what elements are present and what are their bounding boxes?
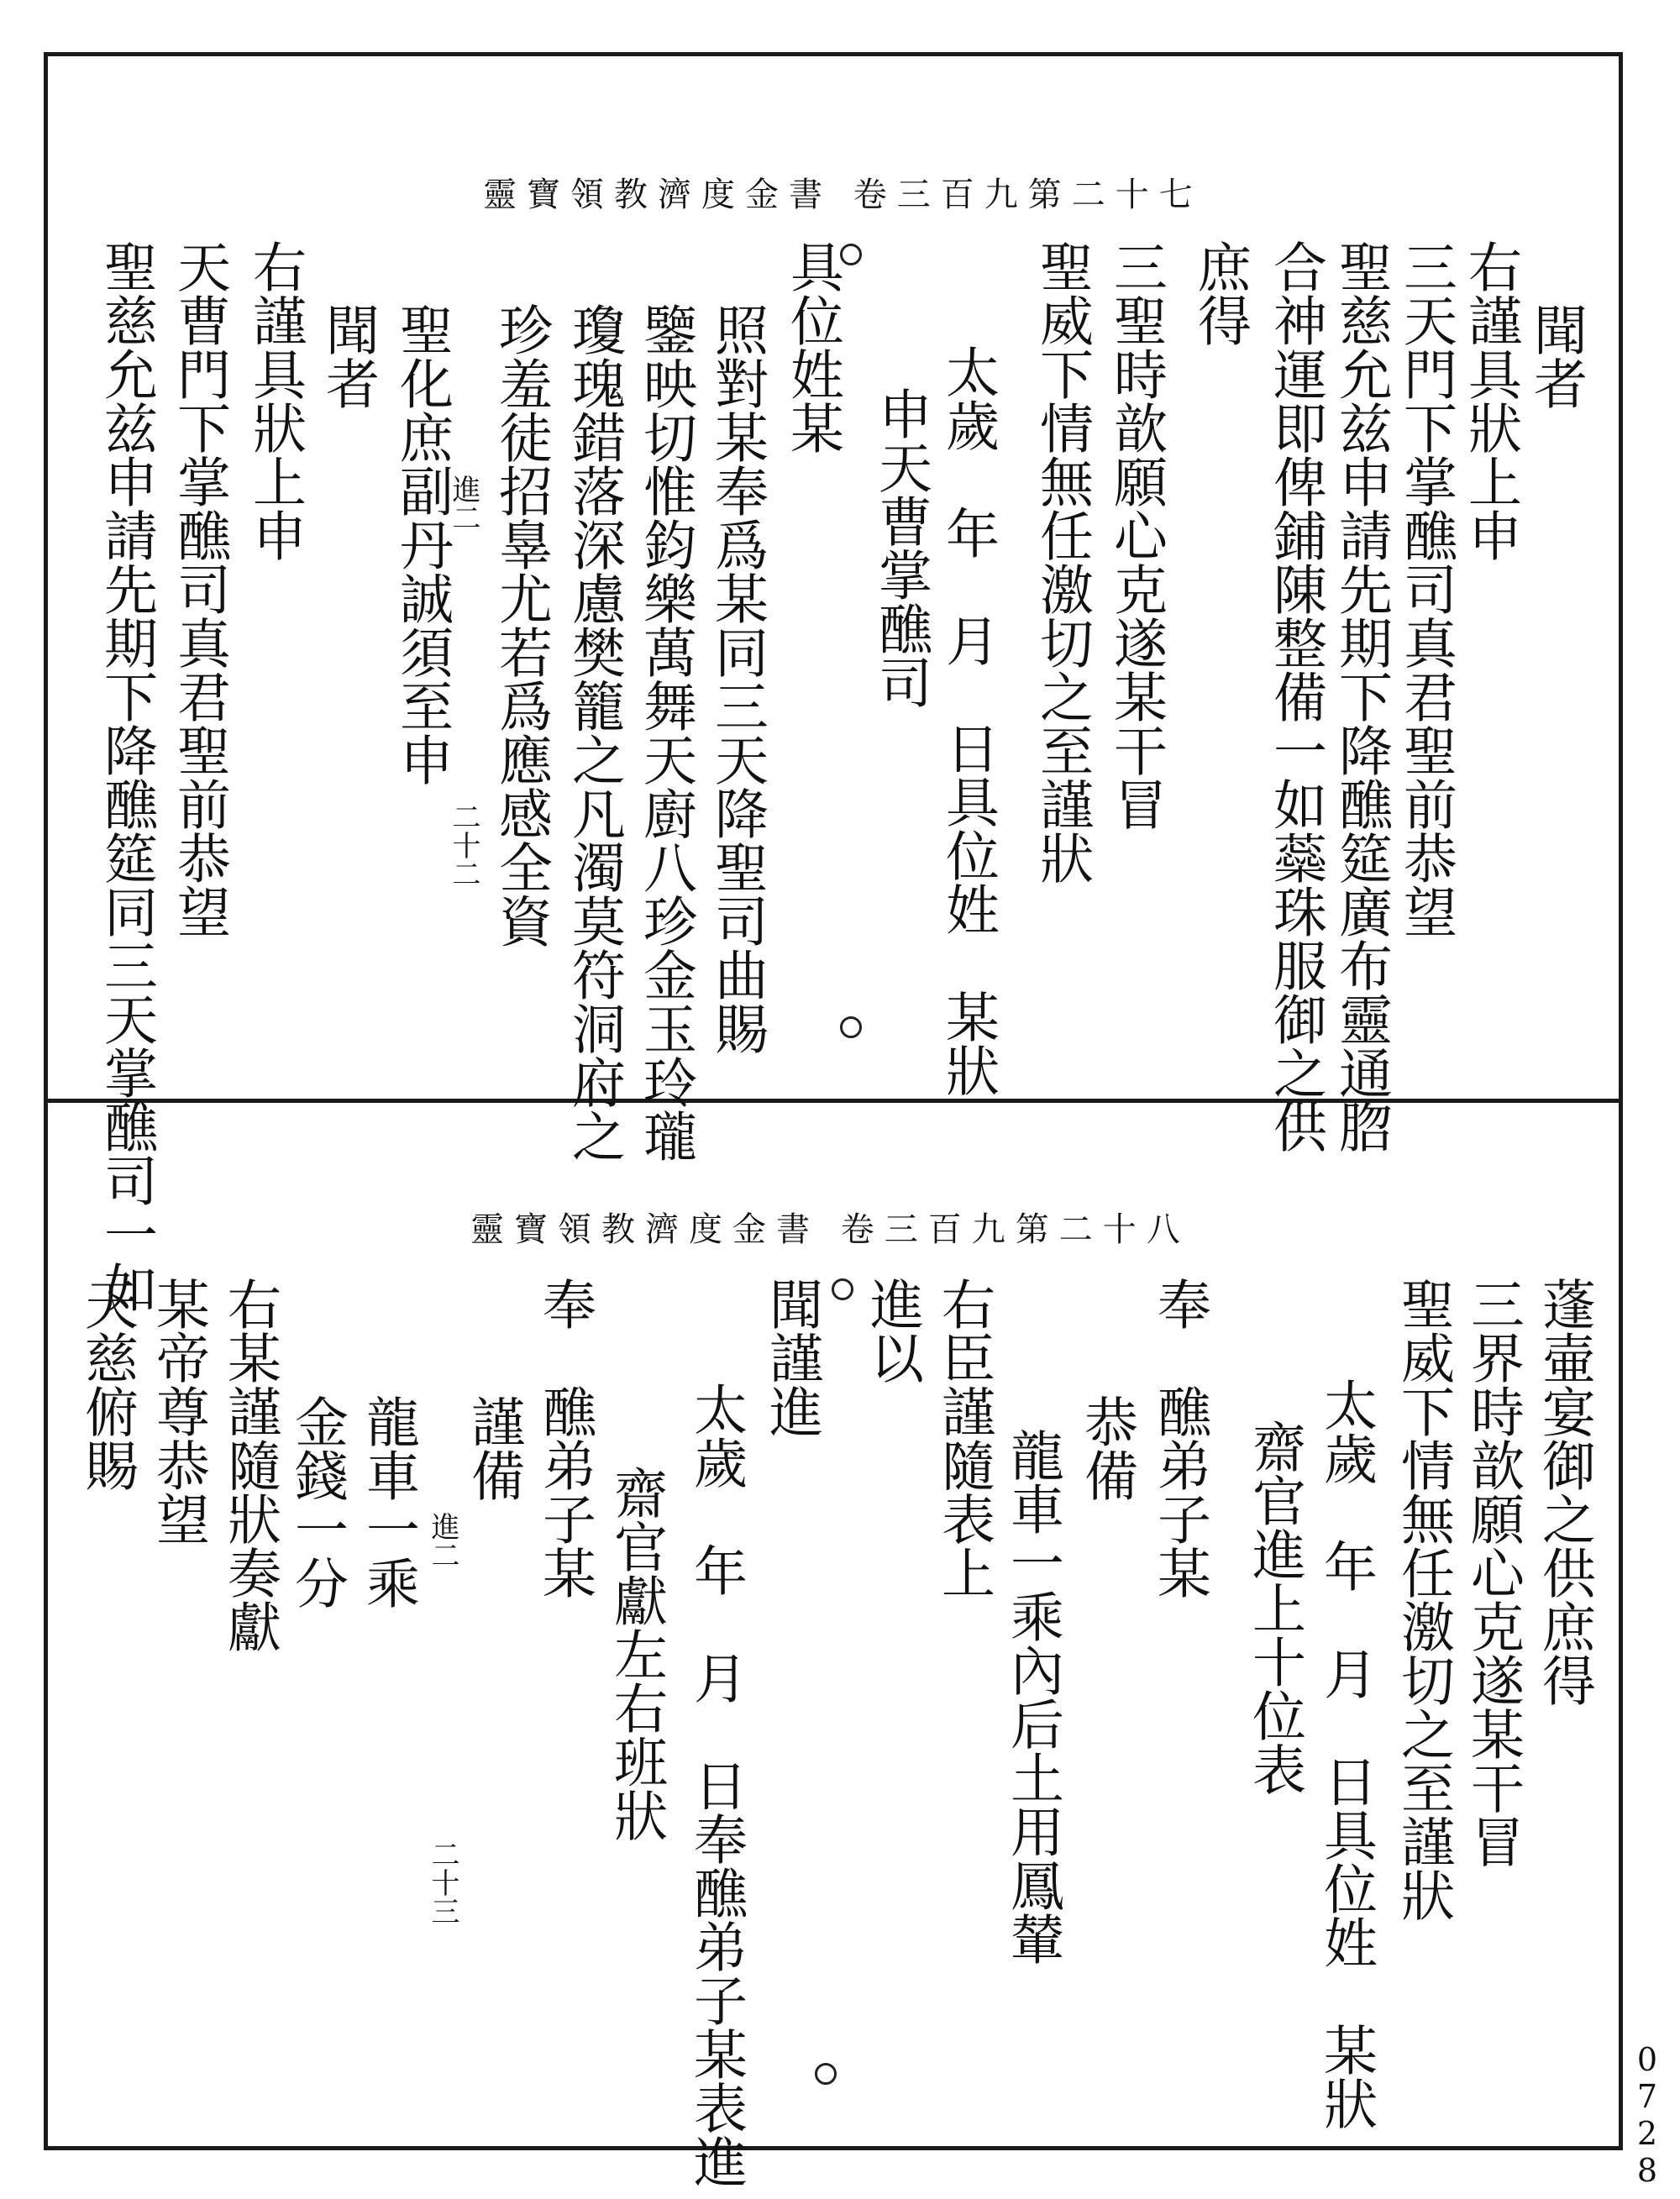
top-col-7: 三聖時歆願心克遂某干冒	[1105, 239, 1167, 831]
top-circle-mark-1	[840, 244, 862, 265]
bottom-margin-note: 進二	[426, 1512, 459, 1569]
top-col-16: 聖化庶副丹誠須至申	[391, 302, 453, 786]
top-folio: 二十二	[447, 802, 480, 888]
top-col-12: 照對某奉爲某同三天降聖司曲賜	[706, 302, 768, 1055]
bottom-header: 靈寶領教濟度金書 卷三百九第二十八	[470, 1210, 1190, 1249]
bottom-col-9: 右臣謹隨表上	[932, 1277, 995, 1599]
top-col-5: 合神運即俾鋪陳整備一如蘂珠服御之供	[1264, 239, 1326, 1153]
bottom-col-15: 謹備	[462, 1394, 524, 1502]
top-col-11: 具位姓某	[781, 239, 843, 454]
bottom-col-20: 天慈俯賜	[76, 1277, 138, 1492]
bottom-col-1: 蓬壷宴御之供庶得	[1533, 1277, 1595, 1707]
top-margin-note: 進二	[447, 475, 480, 532]
bottom-col-8: 龍車一乘內后土用鳳輦	[1001, 1428, 1063, 1965]
bottom-col-14: 奉 醮弟子某	[533, 1277, 596, 1599]
top-col-14: 瓊瑰錯落深慮樊籠之凡濁莫符洞府之	[563, 302, 625, 1162]
top-header: 靈寶領教濟度金書 卷三百九第二十七	[483, 176, 1203, 214]
bottom-col-13: 齋官獻左右班狀	[605, 1466, 667, 1842]
bottom-col-18: 右某謹隨狀奏獻	[218, 1277, 281, 1653]
bottom-col-3: 聖威下情無任激切之至謹狀	[1392, 1277, 1454, 1922]
bottom-col-12: 太歲 年 月 日奉醮弟子某表進	[685, 1382, 747, 2188]
top-col-18: 右謹具狀上申	[244, 239, 306, 562]
top-col-9: 太歲 年 月 日具位姓 某狀	[937, 344, 999, 1097]
top-col-6: 庶得	[1189, 239, 1251, 347]
bottom-col-19: 某帝尊恭望	[147, 1277, 209, 1546]
top-col-19: 天曹門下掌醮司真君聖前恭望	[168, 239, 230, 938]
top-col-4: 聖慈允兹申請先期下降醮筵廣布靈通脗	[1330, 239, 1392, 1153]
bottom-col-4: 太歲 年 月 日具位姓 某狀	[1315, 1378, 1377, 2130]
bottom-col-10: 進以	[861, 1277, 923, 1384]
bottom-col-5: 齋官進上十位表	[1243, 1420, 1305, 1796]
bottom-col-17: 金錢一分	[286, 1394, 348, 1609]
top-col-10: 申天曹掌醮司	[869, 386, 932, 709]
bottom-folio: 二十三	[426, 1839, 459, 1925]
top-col-17: 聞者	[317, 302, 379, 410]
top-col-2: 右謹具狀上申	[1459, 239, 1521, 562]
top-col-15: 珍羞徒招辠尤若爲應感全資	[490, 302, 552, 947]
top-col-3: 三天門下掌醮司真君聖前恭望	[1394, 239, 1457, 938]
page-number: 0728	[1629, 2041, 1666, 2189]
top-col-13: 鑒映切惟鈞樂萬舞天廚八珍金玉玲瓏	[634, 302, 696, 1162]
top-col-1: 聞者	[1525, 302, 1587, 410]
bottom-circle-mark-2	[815, 2063, 837, 2085]
bottom-circle-mark-1	[832, 1278, 853, 1300]
top-circle-mark-2	[840, 1016, 862, 1038]
bottom-col-6: 奉 醮弟子某	[1148, 1277, 1210, 1599]
bottom-col-11: 聞謹進	[760, 1277, 822, 1438]
bottom-col-7: 恭備	[1075, 1394, 1137, 1502]
top-col-8: 聖威下情無任激切之至謹狀	[1031, 239, 1093, 884]
bottom-col-16: 龍車一乘	[357, 1394, 419, 1609]
bottom-col-2: 三界時歆願心克遂某干冒	[1462, 1277, 1524, 1868]
top-col-20: 聖慈允兹申請先期下降醮筵同三天掌醮司一如	[95, 239, 157, 1315]
